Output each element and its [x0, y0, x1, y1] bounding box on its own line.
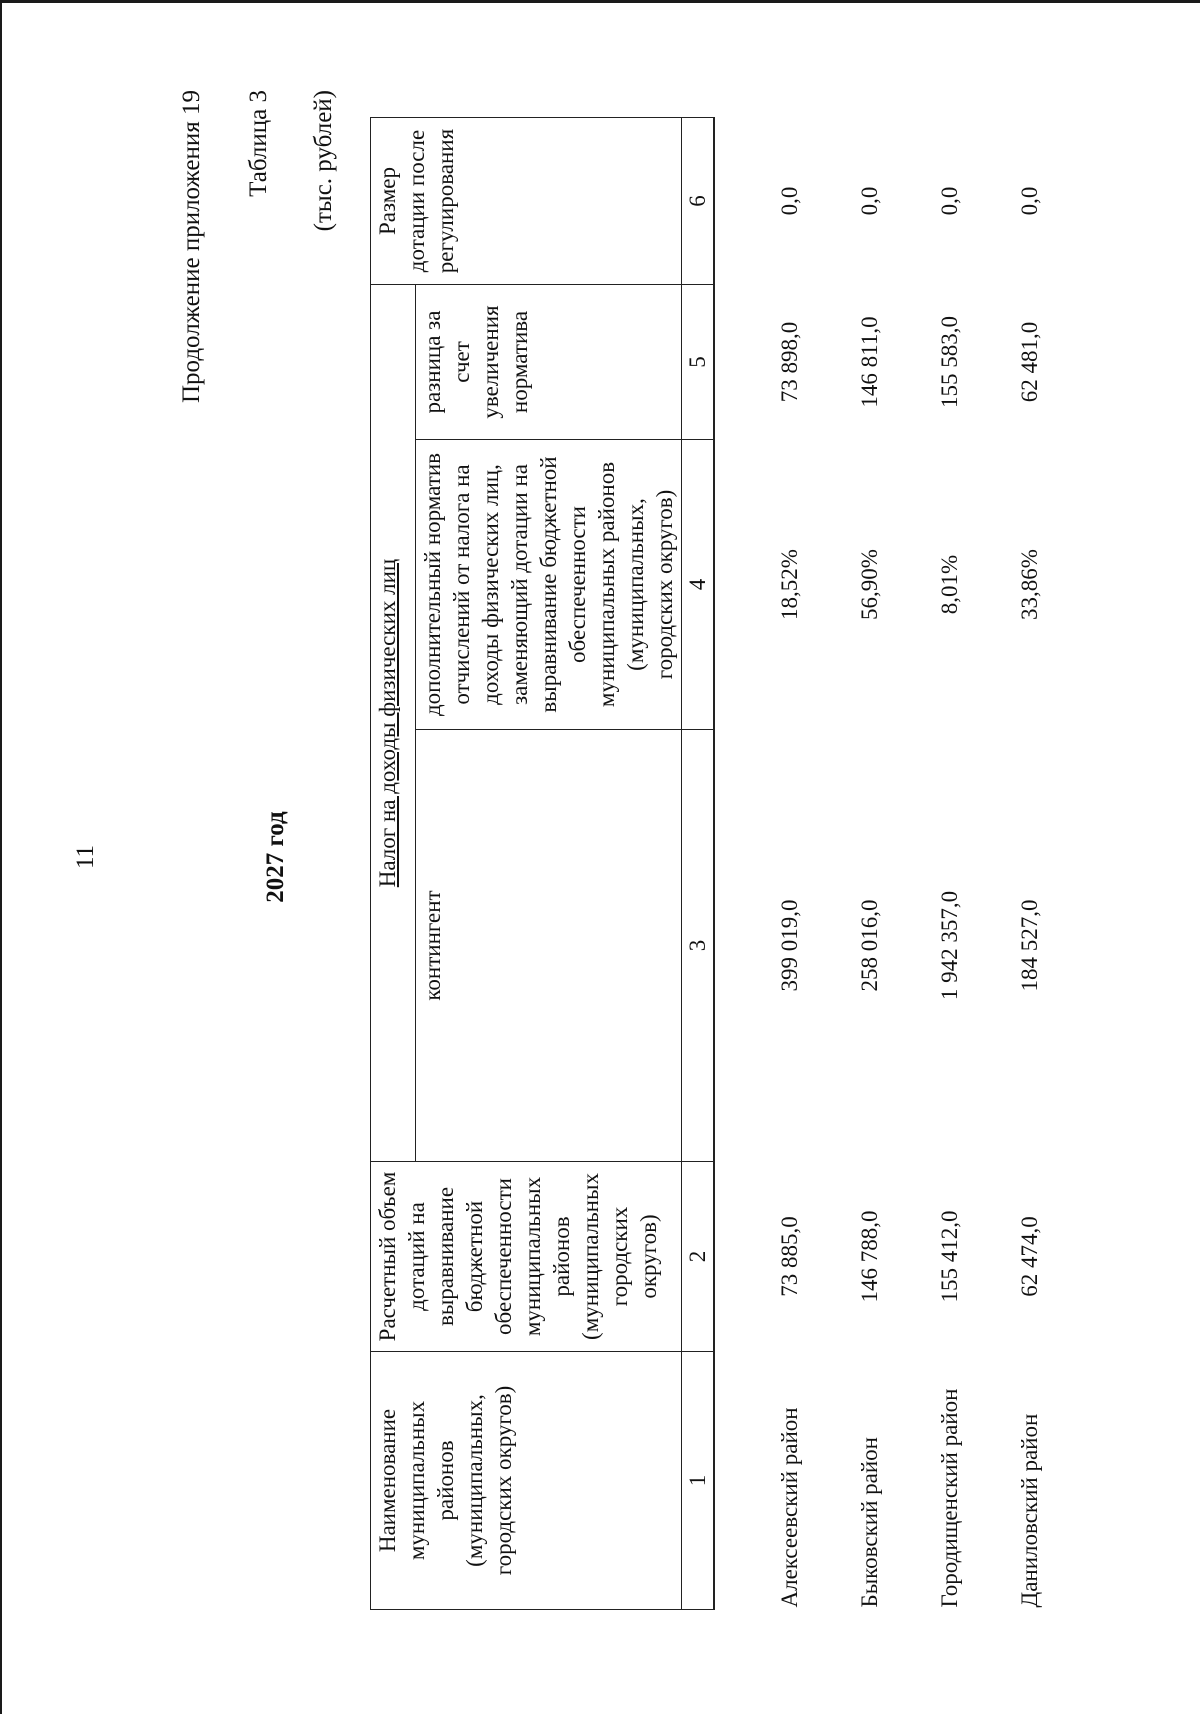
- column-number-2: 2: [682, 1162, 715, 1352]
- table-row: [909, 118, 989, 1610]
- column-number-6: 6: [682, 118, 715, 285]
- row-contingent: 399 019,0: [776, 899, 802, 992]
- page-number: 11: [72, 844, 99, 870]
- subsidy-table: [370, 117, 1069, 1610]
- table-title: Таблица 3: [245, 90, 272, 197]
- row-additional-norm: 56,90%: [856, 549, 882, 620]
- row-municipality-name: Алексеевский район: [776, 1407, 802, 1608]
- row-contingent: 258 016,0: [856, 899, 882, 992]
- row-subsidy-after-regulation: 0,0: [856, 186, 882, 216]
- table-row: [829, 118, 909, 1610]
- appendix-note: Продолжение приложения 19: [178, 90, 205, 404]
- column-number-1: 1: [682, 1352, 715, 1610]
- row-additional-norm: 33,86%: [1016, 549, 1042, 620]
- column-number-4: 4: [682, 440, 715, 730]
- year-heading: 2027 год: [262, 811, 289, 903]
- header-calculated-volume: Расчетный объем дотаций на выравнивание бюджетной обеспеченности муниципальных районов (муниципальных городских округов): [371, 1162, 682, 1352]
- header-contingent: контингент: [416, 730, 682, 1162]
- row-contingent: 184 527,0: [1016, 899, 1042, 992]
- header-income-tax-group: [371, 285, 416, 1162]
- row-contingent: 1 942 357,0: [936, 890, 962, 1001]
- column-number-5: 5: [682, 285, 715, 440]
- row-norm-difference: 146 811,0: [856, 316, 882, 408]
- row-municipality-name: Быковский район: [856, 1437, 882, 1608]
- header-municipality-name: Наименование муниципальных районов (муниципальных, городских округов): [371, 1352, 682, 1610]
- table-row: [714, 118, 829, 1610]
- row-subsidy-after-regulation: 0,0: [776, 186, 802, 216]
- header-norm-difference: разница за счет увеличения норматива: [416, 285, 682, 440]
- row-calculated-volume: 155 412,0: [936, 1210, 962, 1303]
- row-subsidy-after-regulation: 0,0: [936, 186, 962, 216]
- row-additional-norm: 8,01%: [936, 554, 962, 615]
- row-calculated-volume: 146 788,0: [856, 1210, 882, 1303]
- header-subsidy-after-regulation: Размер дотации после регулирования: [371, 118, 682, 285]
- units-label: (тыс. рублей): [310, 90, 337, 232]
- header-income-tax-group-text: Налог на доходы физических лиц: [375, 558, 400, 888]
- row-norm-difference: 62 481,0: [1016, 321, 1042, 403]
- row-subsidy-after-regulation: 0,0: [1016, 186, 1042, 216]
- row-norm-difference: 155 583,0: [936, 316, 962, 408]
- row-municipality-name: Городищенский район: [936, 1388, 962, 1608]
- row-municipality-name: Даниловский район: [1016, 1413, 1042, 1608]
- table-row: [989, 118, 1069, 1610]
- column-number-3: 3: [682, 730, 715, 1162]
- row-calculated-volume: 73 885,0: [776, 1216, 802, 1297]
- row-additional-norm: 18,52%: [776, 549, 802, 620]
- header-additional-norm: дополнительный норматив отчислений от налога на доходы физических лиц, заменяющий дотации на выравнивание бюджетной обеспеченности муниципальных районов (муниципальных, городских округов): [416, 440, 682, 730]
- row-calculated-volume: 62 474,0: [1016, 1216, 1042, 1297]
- row-norm-difference: 73 898,0: [776, 321, 802, 403]
